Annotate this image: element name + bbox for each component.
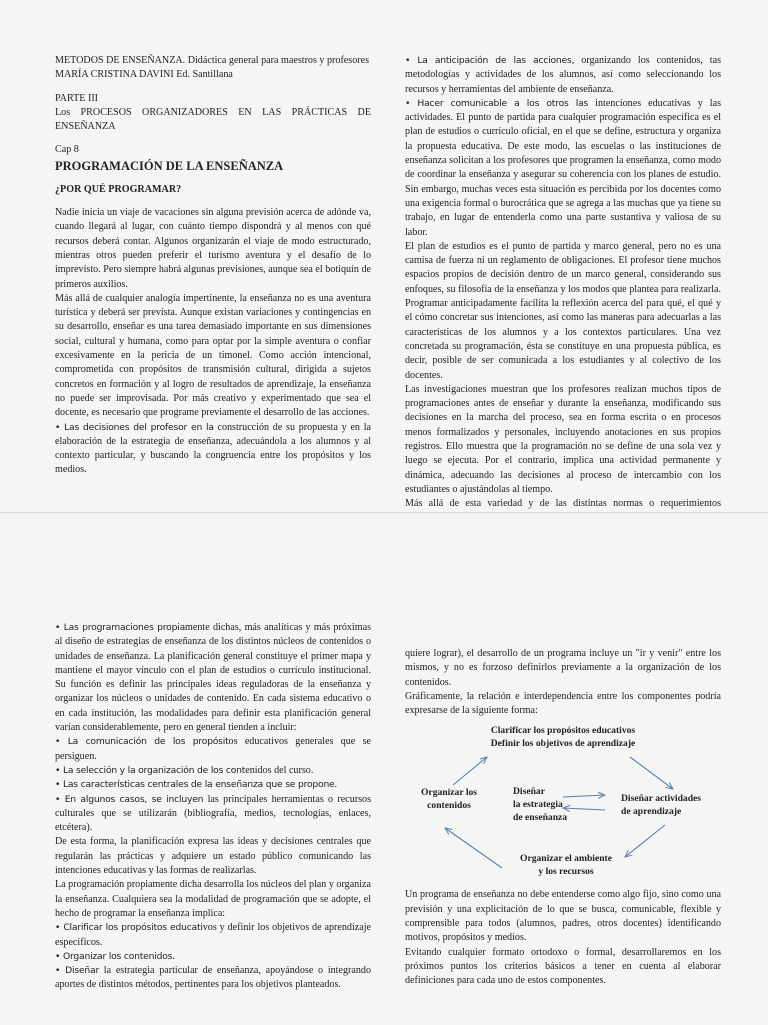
paragraph-6: De esta forma, la planificación expresa las ideas y decisiones centrales que regularán las prácticas y adquiere un estado público comunicando las intenciones educativas y las formas de realizarlas. (55, 836, 371, 877)
section-title: ¿POR QUÉ PROGRAMAR? (55, 183, 182, 195)
document-page-1 (0, 0, 768, 512)
arrow-strategy-to-right (563, 795, 605, 797)
bullet-text: intenciones educativas y las actividades. El punto de partida para cualquier programación específica es el plan de estudios o currículo oficial, en el que se define, estructura y organiza la propuesta educativa. De este modo, las escuelas o las instituciones de enseñanza solicitan a los profesores que programen la enseñanza, como modo de coordinar la enseñanza y asegurar su coherencia con los planes de estudio. Sin embargo, muchas veces esta situación es percibida por los docentes como una exigencia formal o burocrática que se agrega a las muchas que ya tiene su trabajo, en lugar de entenderla como una parte sustantiva y valiosa de su labor. (405, 97, 721, 238)
bullet-text: organizando los contenidos, tas metodologías y actividades de los alumnos, así como seleccionando los recursos y herramientas del ambiente de enseñanza. (405, 55, 722, 95)
bullet-programaciones (55, 621, 371, 735)
source-line-2: MARÍA CRISTINA DAVINI Ed. Santillana (55, 69, 233, 81)
bullet-anticipacion (405, 54, 721, 97)
page2-right-column (405, 647, 721, 989)
bullet-organizar (55, 950, 371, 964)
bullet-clarificar (55, 921, 371, 950)
diagram-node-estrategia: Diseñar la estrategia de enseñanza (513, 786, 568, 824)
bullet-highlight: • Las características centrales de la enseñanza que se propone (55, 779, 335, 791)
paragraph-7: La programación propiamente dicha desarrolla los núcleos del plan y organiza la enseñanza. Cualquiera sea la modalidad de programación que se adopte, el hecho de programar la enseñanza implica: (55, 879, 371, 919)
paragraph-10: Un programa de enseñanza no debe entenderse como algo fijo, sino como una previsión y una explicitación de lo que se busca, comunicable, flexible y comprensible para todos (alumnos, padres, otros docentes) identificando motivos, propósitos y medios. (405, 889, 721, 944)
source-line-1: METODOS DE ENSEÑANZA. Didáctica general para maestros y profesores (55, 55, 370, 66)
bullet-text: la estrategia particular de enseñanza, apoyándose o integrando aportes de distintos métodos, pertinentes para los objetivos planteados. (55, 965, 371, 991)
part-title: Los PROCESOS ORGANIZADORES EN LAS PRÁCTICAS DE ENSEÑANZA (55, 106, 371, 133)
diagram-node-contenidos: Organizar los contenidos (420, 787, 478, 812)
bullet-highlight: • Clarificar los propósitos educati (55, 922, 203, 934)
bullet-highlight: • Hacer comunicable a los otros las (405, 97, 589, 109)
page1-right-column (405, 54, 721, 554)
paragraph-11: Evitando cualquier formato ortodoxo o formal, desarrollaremos en los próximos puntos los criterios básicos a tener en cuenta al elaborar definiciones para cada uno de estos componentes. (405, 946, 721, 987)
bullet-highlight: • Las decisiones del profesor en la (55, 421, 214, 433)
bullet-text: las principales herramientas o recursos culturales que se utilizarán (bibliografía, medios, tecnologías, enlaces, etcétera). (55, 793, 372, 834)
components-diagram (405, 724, 721, 884)
bullet-text: . (172, 950, 175, 962)
arrow-top-to-left (453, 757, 487, 785)
bullet-text: . (334, 779, 338, 791)
bullet-text: enidos del curso. (245, 764, 314, 776)
bullet-highlight: • La comunicación de los propósit (55, 736, 229, 748)
bullet-highlight: • Las programaciones propia (55, 622, 186, 633)
bullet-comunicacion (55, 735, 371, 764)
bullet-decisiones (55, 421, 371, 478)
bullet-highlight: • Organizar los contenidos (55, 950, 173, 962)
paragraph-9: Gráficamente, la relación e interdependencia entre los componentes podría expresarse de la siguiente forma: (405, 690, 721, 717)
diagram-node-ambiente: Organizar el ambiente y los recursos (519, 853, 612, 878)
page2-left-column (55, 621, 371, 993)
bullet-caracteristicas (55, 778, 371, 792)
paragraph-3: El plan de estudios es el punto de partida y marco general, pero no es una camisa de fuerza ni un reglamento de obligaciones. El profesor tiene muchos espacios propios de decisión dentro de un marco general, considerando sus enfoques, su filosofía de la enseñanza y los modos que plantea para realizarla. Programar anticipadamente facilita la reflexión acerca del para qué, el qué y el cómo concretar sus intenciones, así como las maneras para adecuarlas a las características de los alumnos y a los contextos particulares. Una vez concretada su programación, ésta se constituye en una propuesta pública, es decir, posible de ser comunicada a los estudiantes y al colectivo de los docentes. (405, 240, 721, 381)
bullet-text: construcción de su propuesta y en la elaboración de la estrategia de enseñanza, adecuándola a los alumnos y al contexto particular, y buscando la congruencia entre los propósitos y los medios. (55, 421, 371, 476)
paragraph-5: Más allá de esta variedad y de las distintas normas o requerimientos (405, 498, 721, 510)
diagram-node-propositos: Clarificar los propósitos educativos Definir los objetivos de aprendizaje (490, 725, 636, 750)
bullet-highlight: • La anticipación de las acciones, (405, 55, 575, 66)
page1-left-column (55, 54, 371, 478)
arrow-right-to-strategy (563, 808, 605, 810)
bullet-text: vos y definir los objetivos de aprendizaje específicos. (55, 922, 371, 948)
document-page-2 (0, 512, 768, 1025)
bullet-comunicable (405, 97, 721, 240)
bullet-text: os educativos generales que se persiguen. (55, 736, 372, 762)
bullet-highlight: • La selección y la organización de los cont (55, 764, 246, 776)
paragraph-1: Nadie inicia un viaje de vacaciones sin alguna previsión acerca de adónde va, cuando llegará al lugar, con cuánto tiempo dispondrá y al menos con qué recursos deberá contar. Algunos organizarán el viaje de modo estructurado, mientras otros pueden preferir el turismo aventura y el desafío de lo imprevisto. Pero siempre habrá algunas previsiones, aunque sea el botiquín de primeros auxilios. (55, 207, 371, 290)
bullet-seleccion (55, 764, 371, 778)
paragraph-4: Las investigaciones muestran que los profesores realizan muchos tipos de programaciones antes de enseñar y durante la enseñanza, modificando sus decisiones en la marcha del proceso, sea en forma escrita o en procesos menos formalizados y personales, incluyendo anotaciones en sus propios registros. Ello muestra que la programación no se define de una sola vez y luego se ejecuta. Por el contrario, implica una actividad permanente y dinámica, adecuando las decisiones al proceso de intercambio con los estudiantes o ajustándolas al tiempo. (405, 383, 721, 495)
chapter-label: Cap 8 (55, 144, 79, 156)
paragraph-2: Más allá de cualquier analogía impertinente, la enseñanza no es una aventura turística y deberá ser prevista. Aunque existan variaciones y contingencias en su desarrollo, enseñar es una tarea demasiado importante en sus dimensiones social, cultural y humana, como para optar por la simple aventura o confiar excesivamente en la pericia de un timonel. Como acción intencional, comprometida con propósitos de transmisión cultural, dirigida a sujetos concretos en formación y al logro de resultados de aprendizaje, la enseñanza no puede ser improvisada. Por más creativo y experimentado que sea el docente, es necesario que programe previamente el desarrollo de las acciones. (55, 292, 371, 419)
bullet-highlight: • En algunos casos, se incluyen (55, 793, 204, 805)
bullet-algunos-casos (55, 793, 371, 836)
part-label: PARTE III (55, 92, 99, 104)
diagram-node-actividades: Diseñar actividades de aprendizaje (621, 793, 702, 818)
bullet-highlight: • Diseñar (55, 965, 100, 977)
bullet-disenar (55, 964, 371, 993)
paragraph-8: quiere lograr), el desarrollo de un programa incluye un "ir y venir" entre los mismos, y no es forzoso definirlos previamente a la organización de los contenidos. (405, 648, 721, 688)
bullet-text: mente dichas, más analíticas y más próximas al diseño de estrategias de enseñanza de los distintos núcleos de contenidos o unidades de enseñanza. La planificación general constituye el primer mapa y mantiene el mayor vínculo con el plan de estudios o currículo institucional. Su función es definir las principales ideas reguladoras de la enseñanza y organizar los núcleos o unidades de contenido. En cada sistema educativo o en cada institución, las modalidades para definir esta planificación general varían considerablemente, pero en general tienden a incluir: (55, 622, 371, 734)
chapter-title: PROGRAMACIÓN DE LA ENSEÑANZA (55, 158, 284, 173)
arrow-top-to-right (630, 757, 673, 789)
